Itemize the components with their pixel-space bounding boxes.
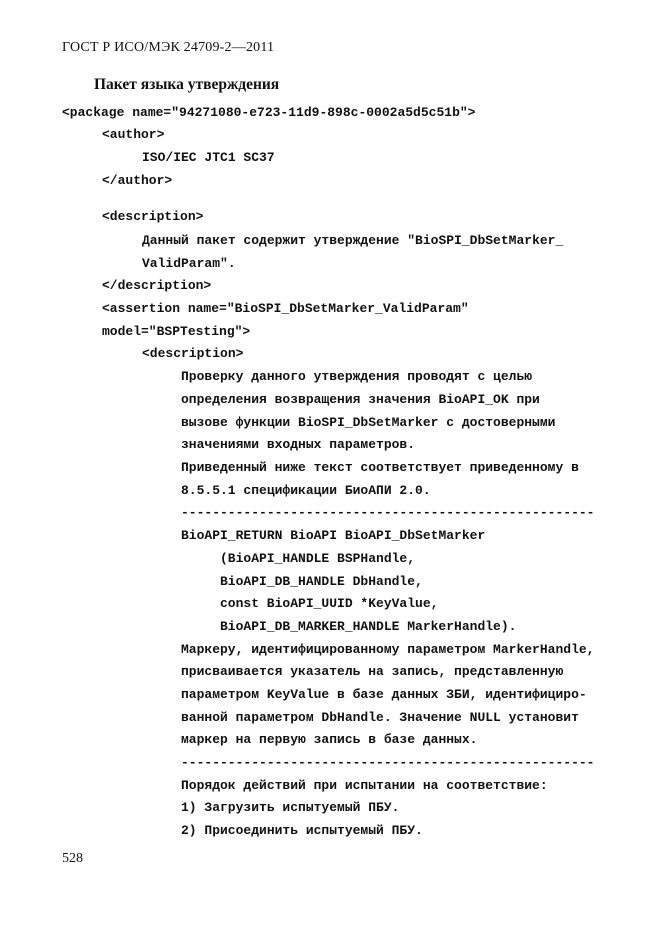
code-line: вызове функции BioSPI_DbSetMarker с достоверными <box>181 415 556 430</box>
code-line: определения возвращения значения BioAPI_OK при <box>181 392 540 407</box>
code-line: <description> <box>102 209 204 224</box>
code-line: значениями входных параметров. <box>181 437 416 452</box>
code-line: 2) Присоединить испытуемый ПБУ. <box>181 823 423 838</box>
code-line: ----------------------------------------------------- <box>181 505 595 520</box>
code-line: (BioAPI_HANDLE BSPHandle, <box>220 551 416 566</box>
code-line: Проверку данного утверждения проводят с целью <box>181 369 533 384</box>
code-line: </description> <box>102 278 212 293</box>
section-title: Пакет языка утверждения <box>94 76 280 93</box>
code-line: Приведенный ниже текст соответствует приведенному в <box>181 460 579 475</box>
code-line: </author> <box>102 173 173 188</box>
code-line: Порядок действий при испытании на соответствие: <box>181 778 548 793</box>
code-line: BioAPI_DB_MARKER_HANDLE MarkerHandle). <box>220 619 517 634</box>
code-line: присваивается указатель на запись, представленную <box>181 664 564 679</box>
code-line: 8.5.5.1 спецификации БиоАПИ 2.0. <box>181 483 431 498</box>
code-line: Данный пакет содержит утверждение "BioSPI_DbSetMarker_ <box>142 233 564 248</box>
code-line: <description> <box>142 346 244 361</box>
page-number: 528 <box>62 851 83 866</box>
code-line: ValidParam". <box>142 256 236 271</box>
code-line: <package name="94271080-e723-11d9-898c-0002a5d5c51b"> <box>62 105 476 120</box>
code-line: const BioAPI_UUID *KeyValue, <box>220 596 439 611</box>
code-line: BioAPI_RETURN BioAPI BioAPI_DbSetMarker <box>181 528 486 543</box>
code-line: параметром KeyValue в базе данных ЗБИ, идентифициро- <box>181 687 587 702</box>
code-line: 1) Загрузить испытуемый ПБУ. <box>181 800 400 815</box>
code-line: ----------------------------------------------------- <box>181 755 595 770</box>
code-line: BioAPI_DB_HANDLE DbHandle, <box>220 574 423 589</box>
code-line: model="BSPTesting"> <box>102 324 251 339</box>
code-line: ISO/IEC JTC1 SC37 <box>142 150 275 165</box>
code-line: <author> <box>102 127 165 142</box>
document-header: ГОСТ Р ИСО/МЭК 24709-2—2011 <box>62 40 275 55</box>
code-line: <assertion name="BioSPI_DbSetMarker_ValidParam" <box>102 301 469 316</box>
code-line: маркер на первую запись в базе данных. <box>181 732 478 747</box>
code-line: ванной параметром DbHandle. Значение NULL установит <box>181 710 579 725</box>
code-line: Маркеру, идентифицированному параметром MarkerHandle, <box>181 642 595 657</box>
